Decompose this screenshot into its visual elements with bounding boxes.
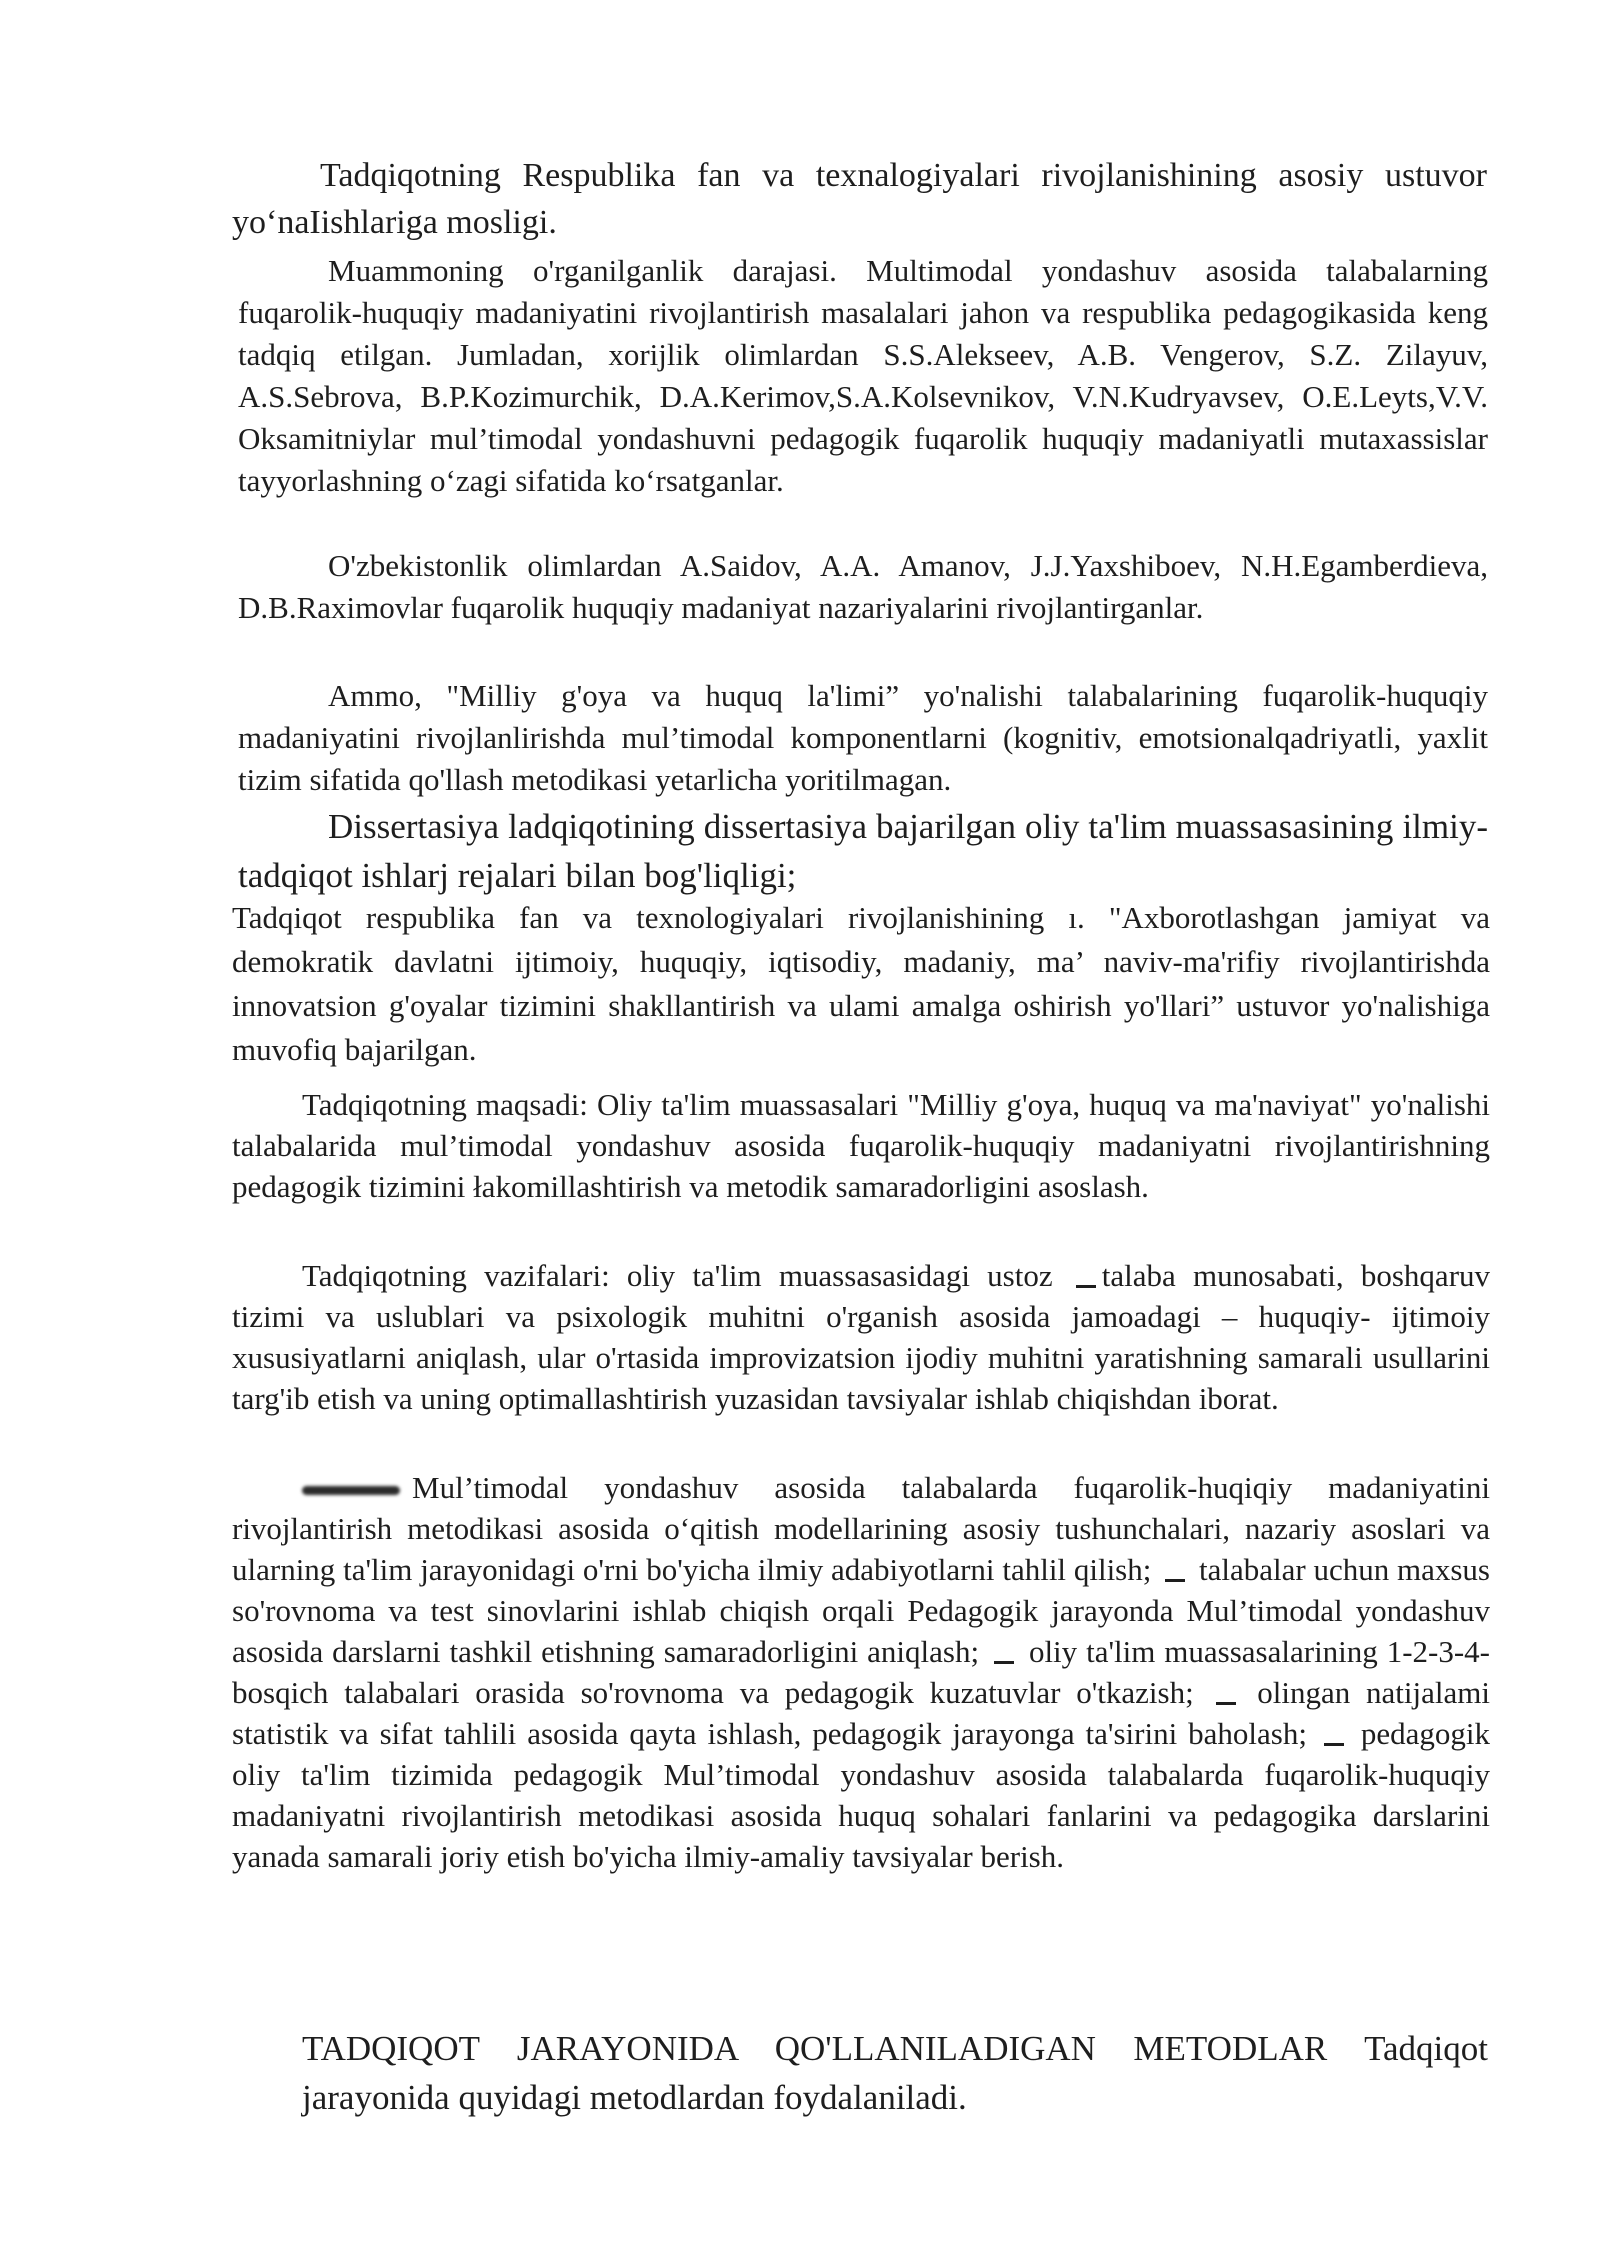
dash-mark xyxy=(994,1661,1014,1664)
research-degree-paragraph: Muammoning o'rganilganlik darajasi. Multimodal yondashuv asosida talabalarning fuqarolik-huquqiy madaniyatini rivojlantirish masalalari jahon va respublika pedagogikasida keng tadqiq etilgan. Jumladan, xorijlik olimlardan S.S.Alekseev, A.B. Vengerov, S.Z. Zilayuv, A.S.Sebrova, B.P.Kozimurchik, D.A.Kerimov,S.A.Kolsevnikov, V.N.Kudryavsev, O.E.Leyts,V.V. Oksamitniylar mul’timodal yondashuvni pedagogik fuqarolik huquqiy madaniyatli mutaxassislar tayyorlashning o‘zagi sifatida ko‘rsatganlar. xyxy=(238,253,1488,498)
task-item: olingan natijalami statistik va sifat tahlili asosida qayta ishlash, pedagogik jarayonga ta'sirini baholash; xyxy=(232,1675,1491,1751)
dash-mark xyxy=(1324,1743,1344,1746)
research-goal-paragraph: Tadqiqotning maqsadi: Oliy ta'lim muassasalari "Milliy g'oya, huquq va ma'naviyat" yo'nalishi talabalarida mul’timodal yondashuv asosida fuqarolik-huquqiy madaniyatni rivojlantirishning pedagogik tizimini łakomillashtirish va metodik samaradorligini asoslash. xyxy=(232,1087,1490,1204)
task-item: talabalar uchun maxsus so'rovnoma va test sinovlarini ishlab chiqish orqali Pedagogik jarayonda Mul’timodal yondashuv asosida darslarni tashkil etishning samaradorligini aniqlash; xyxy=(232,1552,1490,1669)
smudge-mark xyxy=(302,1486,400,1495)
methods-heading-paragraph: TADQIQOT JARAYONIDA QO'LLANILADIGAN METODLAR Tadqiqot jarayonida quyidagi metodlardan foydalaniladi. xyxy=(302,2029,1488,2117)
tasks-text-before: Tadqiqotning vazifalari: oliy ta'lim muassasasidagi ustoz xyxy=(302,1258,1053,1293)
research-tasks-paragraph xyxy=(232,1255,1490,1419)
task-item: oliy ta'lim muassasalarining 1-2-3-4-bosqich talabalari orasida so'rovnoma va pedagogik kuzatuvlar o'tkazish; xyxy=(232,1634,1491,1710)
tasks-text-after: talaba munosabati, boshqaruv tizimi va uslublari va psixologik muhitni o'rganish asosida jamoadagi – huquqiy- ijtimoiy xususiyatlarni aniqlash, ular o'rtasida improvizatsion ijodiy muhitni yaratishning samarali usullarini targ'ib etish va uning optimallashtirish yuzasidan tavsiyalar ishlab chiqishdan iborat. xyxy=(232,1258,1491,1416)
dash-mark xyxy=(1216,1702,1236,1705)
dissertation-link-paragraph: Dissertasiya ladqiqotining dissertasiya bajarilgan oliy ta'lim muassasasining ilmiy-tadqiqot ishlarj rejalari bilan bog'liqligi; xyxy=(238,807,1488,895)
priority-direction-paragraph: Tadqiqot respublika fan va texnologiyalari rivojlanishining ı. "Axborotlashgan jamiyat va demokratik davlatni ijtimoiy, huquqiy, iqtisodiy, madaniy, ma’ naviv-ma'rifiy rivojlantirishda innovatsion g'oyalar tizimini shakllantirish va ulami amalga oshirish yo'llari” ustuvor yo'nalishiga muvofiq bajarilgan. xyxy=(232,900,1490,1067)
task-item: Mul’timodal yondashuv asosida talabalarda fuqarolik-huqiqiy madaniyatini rivojlantirish metodikasi asosida o‘qitish modellarining asosiy tushunchalari, nazariy asoslari va ularning ta'lim jarayonidagi o'rni bo'yicha ilmiy adabiyotlarni tahlil qilish; xyxy=(232,1470,1490,1587)
relevance-paragraph: Tadqiqotning Respublika fan va texnalogiyalari rivojlanishining asosiy ustuvor yo‘naIishlariga mosligi. xyxy=(232,157,1487,241)
task-item: pedagogik oliy ta'lim tizimida pedagogik Mul’timodal yondashuv asosida talabalarda fuqarolik-huquqiy madaniyatni rivojlantirish metodikasi asosida huquq sohalari fanlarini va pedagogika darslarini yanada samarali joriy etish bo'yicha ilmiy-amaliy tavsiyalar berish. xyxy=(232,1716,1491,1874)
dash-mark xyxy=(1165,1579,1185,1582)
task-list-paragraph xyxy=(232,1467,1490,1877)
dash-mark xyxy=(1076,1285,1096,1288)
uzbek-scholars-paragraph: O'zbekistonlik olimlardan A.Saidov, A.A. Amanov, J.J.Yaxshiboev, N.H.Egamberdieva, D.B.Raximovlar fuqarolik huquqiy madaniyat nazariyalarini rivojlantirganlar. xyxy=(238,548,1488,625)
research-gap-paragraph: Ammo, "Milliy g'oya va huquq la'limi” yo'nalishi talabalarining fuqarolik-huquqiy madaniyatini rivojlanlirishda mul’timodal komponentlarni (kognitiv, emotsionalqadriyatli, yaxlit tizim sifatida qo'llash metodikasi yetarlicha yoritilmagan. xyxy=(238,678,1488,797)
